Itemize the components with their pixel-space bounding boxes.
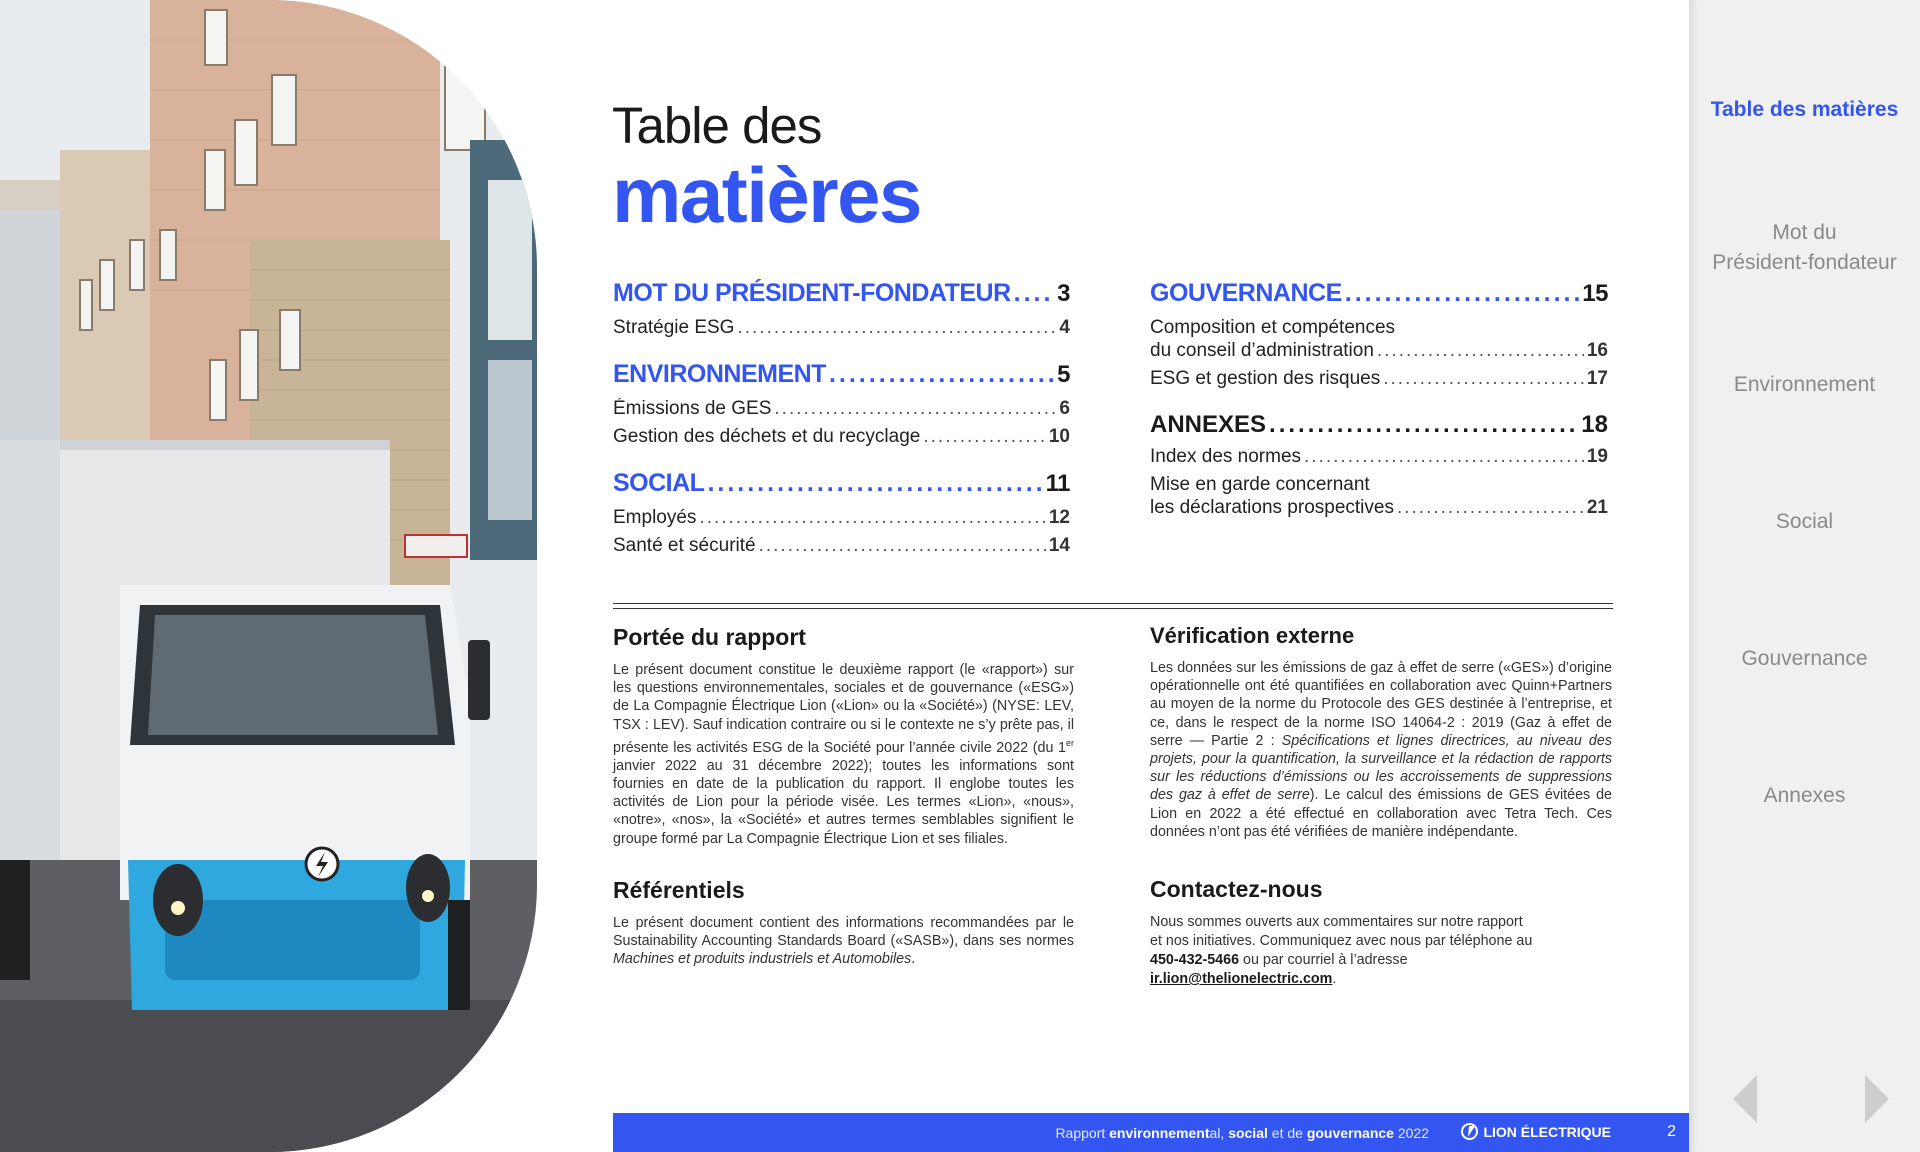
toc-leader xyxy=(1397,497,1584,519)
referentiels-text: Le présent document contient des informations recommandées par le Sustainability Accounting Standards Board («SASB»), dans ses normes xyxy=(613,915,1074,950)
verification-italic: Spécifications et lignes directrices, au niveau des projets, pour la quantification, la surveillance et la rédaction de rapports sur les réductions d’émissions ou les accroissements de suppressions des gaz à effet de serre xyxy=(1150,732,1612,804)
contact-email-link[interactable]: ir.lion@thelionelectric.com xyxy=(1150,971,1333,987)
toc-page-number: 15 xyxy=(1582,280,1608,307)
referentiels-text-end: . xyxy=(911,951,916,968)
toc-label: Émissions de GES xyxy=(613,398,772,419)
toc-page-number: 4 xyxy=(1059,317,1070,338)
portee-heading: Portée du rapport xyxy=(613,624,806,650)
toc-leader xyxy=(829,360,1054,389)
sidebar-item-label: Président-fondateur xyxy=(1712,251,1897,274)
toc-item-miseengarde[interactable] xyxy=(1150,497,1608,519)
toc-leader xyxy=(1345,279,1580,308)
sidebar-item-gouvernance[interactable]: Gouvernance xyxy=(1741,647,1868,670)
toc-item-index[interactable] xyxy=(1150,446,1608,468)
toc-item-sante[interactable] xyxy=(613,535,1070,557)
toc-item-president[interactable] xyxy=(613,279,1070,308)
toc-page-number: 19 xyxy=(1586,446,1608,467)
toc-leader xyxy=(1377,340,1584,362)
footer-bar xyxy=(613,1113,1689,1152)
footer-bold-3: gouvernance xyxy=(1306,1125,1394,1141)
toc-label: Gestion des déchets et du recyclage xyxy=(613,426,921,447)
toc-page-number: 12 xyxy=(1048,507,1070,528)
footer-text-2: al, xyxy=(1209,1125,1229,1141)
toc-label: Employés xyxy=(613,507,697,528)
sidebar-item-president[interactable] xyxy=(1689,218,1920,278)
page-number: 2 xyxy=(1667,1123,1676,1140)
toc-label: les déclarations prospectives xyxy=(1150,497,1394,518)
toc-label: du conseil d’administration xyxy=(1150,340,1374,361)
contact-line1: Nous sommes ouverts aux commentaires sur notre rapport xyxy=(1150,914,1523,930)
toc-leader xyxy=(774,398,1056,420)
toc-item-social[interactable] xyxy=(613,469,1070,498)
sidebar-item-annexes[interactable]: Annexes xyxy=(1763,784,1846,807)
toc-page-number: 11 xyxy=(1045,470,1070,497)
chevron-left-icon[interactable] xyxy=(1733,1075,1757,1123)
toc-leader xyxy=(923,426,1046,448)
toc-label: Santé et sécurité xyxy=(613,535,756,556)
portee-text: Le présent document constitue le deuxième rapport (le «rapport») sur les questions environnementales, sociales et de gouvernance («ESG») de La Compagnie Électrique Lion («Lion» ou la «Société») (NYSE: LEV, TSX : LEV). Sauf indication contraire ou si le contexte ne s’y prête pas, il présente les activités ESG de la Société pour l’année civile 2022 (du 1 xyxy=(613,662,1074,756)
lightning-bolt-icon xyxy=(1461,1123,1478,1140)
toc-label: MOT DU PRÉSIDENT-FONDATEUR xyxy=(613,279,1011,307)
toc-leader xyxy=(1269,411,1578,439)
footer-report-title xyxy=(1055,1125,1429,1141)
sidebar-item-environnement[interactable]: Environnement xyxy=(1733,373,1876,396)
footer-brand-logo xyxy=(1461,1123,1611,1140)
section-divider xyxy=(613,603,1613,609)
toc-leader xyxy=(759,535,1046,557)
footer-bold-1: environnement xyxy=(1109,1125,1210,1141)
toc-item-composition-line1[interactable]: Composition et compétences xyxy=(1150,317,1396,338)
cover-photo xyxy=(0,0,537,1152)
verification-heading: Vérification externe xyxy=(1150,623,1355,648)
footer-text-1: Rapport xyxy=(1055,1125,1110,1141)
truck-street-photo xyxy=(0,0,537,1152)
portee-text-cont: janvier 2022 au 31 décembre 2022); toutes les informations sont fournies en date de la publication du rapport. Il englobe toutes les activités de Lion pour la période visée. Les termes «Lion», «nous», «notre», «nos», la «Société» et autres termes semblables signifient le groupe formé par La Compagnie Électrique Lion et ses filiales. xyxy=(613,757,1074,847)
toc-label: Stratégie ESG xyxy=(613,317,735,338)
toc-page-number: 17 xyxy=(1586,368,1608,389)
sidebar-item-table-des-matieres[interactable]: Table des matières xyxy=(1710,98,1899,121)
sidebar-item-social[interactable]: Social xyxy=(1775,510,1834,533)
toc-item-employes[interactable] xyxy=(613,507,1070,529)
toc-label: Index des normes xyxy=(1150,446,1302,467)
toc-item-dechets[interactable] xyxy=(613,426,1070,448)
contact-line3: ou par courriel à l’adresse xyxy=(1239,952,1408,968)
toc-label: ANNEXES xyxy=(1150,411,1267,438)
chevron-right-icon[interactable] xyxy=(1865,1075,1889,1123)
verification-text-end: ). Le calcul des émissions de GES évitées de Lion en 2022 a été effectué en collaboration avec Tetra Tech. Ces données n’ont pas été vérifiées de manière indépendante. xyxy=(1150,787,1612,840)
toc-label: GOUVERNANCE xyxy=(1150,279,1342,307)
toc-page-number: 14 xyxy=(1048,535,1070,556)
toc-leader xyxy=(737,317,1056,339)
toc-item-miseengarde-line1[interactable]: Mise en garde concernant xyxy=(1150,474,1370,495)
toc-leader xyxy=(1304,446,1584,468)
contact-heading: Contactez-nous xyxy=(1150,876,1323,902)
referentiels-heading: Référentiels xyxy=(613,877,745,903)
toc-page-number: 6 xyxy=(1059,398,1070,419)
footer-text-4: 2022 xyxy=(1393,1125,1429,1141)
toc-item-composition[interactable] xyxy=(1150,340,1608,362)
toc-page-number: 3 xyxy=(1057,280,1070,307)
toc-page-number: 18 xyxy=(1581,411,1608,438)
verification-text: Les données sur les émissions de gaz à effet de serre («GES») d’origine opérationnelle ont été quantifiées en collaboration avec Quinn+Partners au moyen de la norme du Protocole des GES destinée à l’entreprise, et ce, dans le respect de la norme ISO 14064-2 : 2019 (Gaz à effet de serre — Partie 2 : xyxy=(1150,660,1612,749)
toc-label: ENVIRONNEMENT xyxy=(613,360,826,388)
toc-item-gouvernance[interactable] xyxy=(1150,279,1608,308)
contact-line2: et nos initiatives. Communiquez avec nous par téléphone au xyxy=(1150,933,1533,949)
sidebar-nav xyxy=(1689,0,1920,1152)
toc-label: SOCIAL xyxy=(613,469,705,497)
verification-paragraph xyxy=(1150,659,1612,841)
footer-bold-2: social xyxy=(1228,1125,1268,1141)
toc-page-number: 16 xyxy=(1586,340,1608,361)
toc-item-environnement[interactable] xyxy=(613,360,1070,389)
toc-item-risques[interactable] xyxy=(1150,368,1608,390)
referentiels-paragraph xyxy=(613,914,1074,969)
footer-text-3: et de xyxy=(1267,1125,1307,1141)
toc-page-number: 21 xyxy=(1586,497,1608,518)
portee-paragraph xyxy=(613,661,1074,848)
toc-leader xyxy=(1383,368,1584,390)
page-title-line2: matières xyxy=(612,151,921,239)
toc-item-strategie[interactable] xyxy=(613,317,1070,339)
toc-item-annexes[interactable] xyxy=(1150,411,1608,439)
contact-paragraph xyxy=(1150,913,1612,989)
toc-leader xyxy=(699,507,1045,529)
toc-leader xyxy=(1014,279,1054,308)
portee-superscript: er xyxy=(1065,737,1074,748)
toc-page-number: 5 xyxy=(1057,361,1070,388)
contact-phone[interactable]: 450-432-5466 xyxy=(1150,952,1240,968)
sidebar-item-label: Mot du xyxy=(1772,221,1837,244)
referentiels-italic: Machines et produits industriels et Automobiles xyxy=(613,951,912,968)
toc-item-emissions[interactable] xyxy=(613,398,1070,420)
page-title-line1: Table des xyxy=(612,97,822,154)
toc-label: ESG et gestion des risques xyxy=(1150,368,1381,389)
footer-brand-name: LION ÉLECTRIQUE xyxy=(1483,1123,1611,1140)
contact-end: . xyxy=(1332,971,1337,987)
toc-page-number: 10 xyxy=(1048,426,1070,447)
toc-leader xyxy=(707,469,1042,498)
